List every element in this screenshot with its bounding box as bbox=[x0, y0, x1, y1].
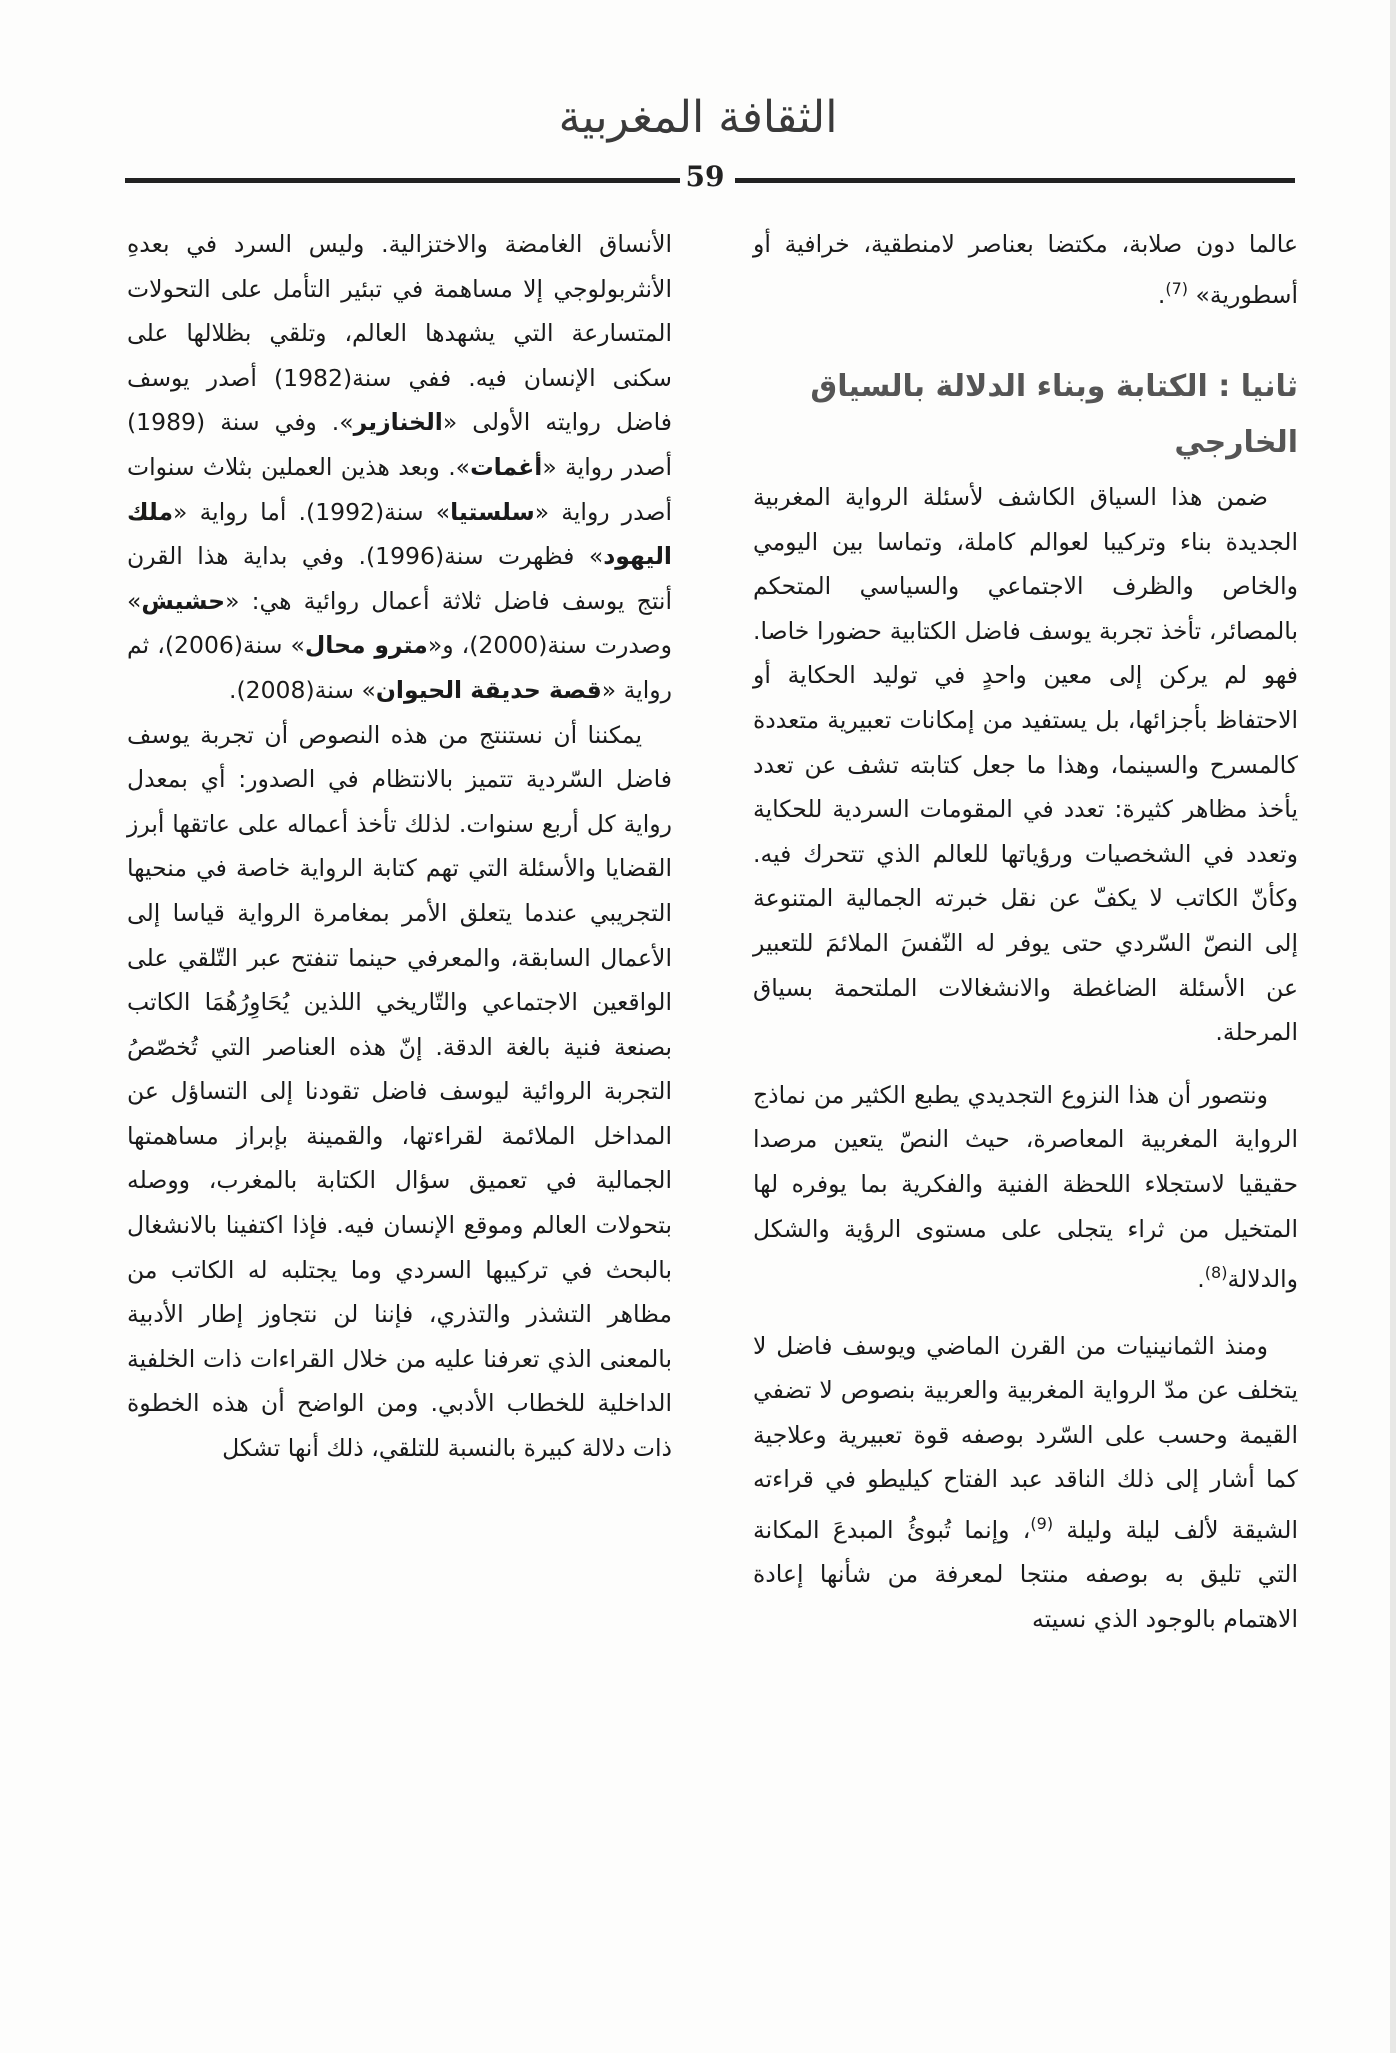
right-paragraph-1: عالما دون صلابة، مكتضا بعناصر لامنطقية، خرافية أو أسطورية» $^{(7)}$. bbox=[753, 230, 1298, 309]
left-p1-text-a: الأنساق الغامضة والاختزالية. وليس السرد في بعدهِ الأنثربولوجي إلا مساهمة في تبئير التأمل على التحولات المتسارعة التي يشهدها العالم، وتلقي بظلالها على سكنى الإنسان فيه. ففي سنة(1982) أصدر يوسف فاضل روايته الأولى « bbox=[127, 230, 672, 437]
right-paragraph-3: ونتصور أن هذا النزوع التجديدي يطبع الكثير من نماذج الرواية المغربية المعاصرة، حيث النصّ يتعين مرصدا حقيقيا لاستجلاء اللحظة الفنية والفكرية بما يوفره لها المتخيل من ثراء يتجلى على مستوى الرؤية والشكل والدلالة$^{(8)}$. bbox=[753, 1080, 1298, 1293]
page-number: 59 bbox=[685, 160, 725, 193]
left-paragraph-2: يمكننا أن نستنتج من هذه النصوص أن تجربة يوسف فاضل السّردية تتميز بالانتظام في الصدور: أي بمعدل رواية كل أربع سنوات. لذلك تأخذ أعماله على عاتقها أبرز القضايا والأسئلة التي تهم كتابة الرواية خاصة في منحيها التجريبي عندما يتعلق الأمر بمغامرة الرواية قياسا إلى الأعمال السابقة، والمعرفي حينما تنفتح عبر التّلقي على الواقعين الاجتماعي والتّاريخي اللذين يُحَاوِرُهُمَا الكاتب بصنعة فنية بالغة الدقة. إنّ هذه العناصر التي تُخصّصُ التجربة الروائية ليوسف فاضل تقودنا إلى التساؤل عن المداخل الملائمة لقراءتها، والقمينة بإبراز مساهمتها الجمالية في تعميق سؤال الكتابة بالمغرب، ووصله بتحولات العالم وموقع الإنسان فيه. فإذا اكتفينا بالانشغال بالبحث في تركيبها السردي وما يجتلبه له الكاتب من مظاهر التشذر والتذري، فإننا لن نتجاوز إطار الأدبية بالمعنى الذي تعرفنا عليه من خلال القراءات ذات الخلفية الداخلية للخطاب الأدبي. ومن الواضح أن هذه الخطوة ذات دلالة كبيرة بالنسبة للتلقي، ذلك أنها تشكل bbox=[127, 720, 672, 1463]
right-paragraph-4-text-b: ، وإنما تُبوئُ المبدعَ المكانة التي تليق به بوصفه منتجا لمعرفة من شأنها إعادة الاهتمام بالوجود الذي نسيته bbox=[753, 1515, 1298, 1633]
header-rule-left bbox=[125, 178, 680, 183]
novel-title-salastia: سلستيا bbox=[450, 497, 535, 526]
novel-title-hashish: حشيش bbox=[141, 586, 226, 615]
right-column bbox=[753, 222, 1298, 1642]
scan-edge bbox=[1390, 0, 1396, 2053]
novel-title-malik-alyahoud: ملك اليهود bbox=[127, 497, 672, 571]
header-rule-right bbox=[735, 178, 1295, 183]
left-p1-text-b: ». وفي سنة (1989) أصدر رواية « bbox=[127, 408, 672, 481]
novel-title-metro-mahal: مترو محال bbox=[304, 631, 428, 660]
novel-title-khanazir: الخنازير bbox=[353, 408, 443, 437]
right-paragraph-1-text: عالما دون صلابة، مكتضا بعناصر لامنطقية، خرافية أو أسطورية» bbox=[753, 230, 1298, 309]
novel-title-aghmat: أغمات bbox=[470, 452, 543, 481]
left-p1-text-h: » سنة(2008). bbox=[229, 675, 376, 704]
footnote-ref-9: (9) bbox=[1030, 1513, 1054, 1533]
left-p1-text-d: » سنة(1992). أما رواية « bbox=[173, 497, 451, 526]
right-paragraph-2: ضمن هذا السياق الكاشف لأسئلة الرواية المغربية الجديدة بناء وتركيبا لعوالم كاملة، وتماسا بين اليومي والخاص والظرف الاجتماعي والسياسي المتحكم بالمصائر، تأخذ تجربة يوسف فاضل الكتابية حضورا خاصا. فهو لم يركن إلى معين واحدٍ في توليد الحكاية أو الاحتفاظ بأجزائها، بل يستفيد من إمكانات تعبيرية متعددة كالمسرح والسينما، وهذا ما جعل كتابته تشف عن تعدد يأخذ مظاهر كثيرة: تعدد في المقومات السردية للحكاية وتعدد في الشخصيات ورؤياتها للعالم الذي تتحرك فيه. وكأنّ الكاتب لا يكفّ عن نقل خبرته الجمالية المتنوعة إلى النصّ السّردي حتى يوفر له النّفسَ الملائمَ للتعبير عن الأسئلة الضاغطة والانشغالات الملتحمة بسياق المرحلة. bbox=[753, 483, 1298, 1047]
right-paragraph-3-text: ونتصور أن هذا النزوع التجديدي يطبع الكثير من نماذج الرواية المغربية المعاصرة، حيث النصّ يتعين مرصدا حقيقيا لاستجلاء اللحظة الفنية والفكرية بما يوفره لها المتخيل من ثراء يتجلى على مستوى الرؤية والشكل والدلالة bbox=[753, 1080, 1298, 1293]
left-paragraph-1 bbox=[127, 222, 672, 713]
footnote-ref-8: (8) bbox=[1204, 1263, 1228, 1283]
left-p1-text-f: » وصدرت سنة(2000)، و« bbox=[127, 586, 672, 660]
footnote-ref-7: (7) bbox=[1165, 278, 1188, 298]
right-paragraph-4-text-a: ومنذ الثمانينيات من القرن الماضي ويوسف فاضل لا يتخلف عن مدّ الرواية المغربية والعربية بنصوص لا تضفي القيمة وحسب على السّرد بوصفه قوة تعبيرية وعلاجية كما أشار إلى ذلك الناقد عبد الفتاح كيليطو في قراءته الشيقة لألف ليلة وليلة bbox=[753, 1331, 1298, 1544]
left-p1-text-c: ». وبعد هذين العملين بثلاث سنوات أصدر رواية « bbox=[127, 452, 672, 526]
left-p1-text-g: » سنة(2006)، ثم رواية « bbox=[127, 631, 672, 704]
left-column bbox=[127, 222, 672, 1471]
novel-title-hadiqat-alhayawan: قصة حديقة الحيوان bbox=[375, 675, 602, 704]
journal-title: الثقافة المغربية bbox=[558, 92, 838, 143]
section-heading: ثانيا : الكتابة وبناء الدلالة بالسياق الخارجي bbox=[810, 369, 1298, 461]
right-paragraph-4 bbox=[753, 1324, 1298, 1642]
left-p1-text-e: » فظهرت سنة(1996). وفي بداية هذا القرن أنتج يوسف فاضل ثلاثة أعمال روائية هي: « bbox=[127, 542, 672, 615]
